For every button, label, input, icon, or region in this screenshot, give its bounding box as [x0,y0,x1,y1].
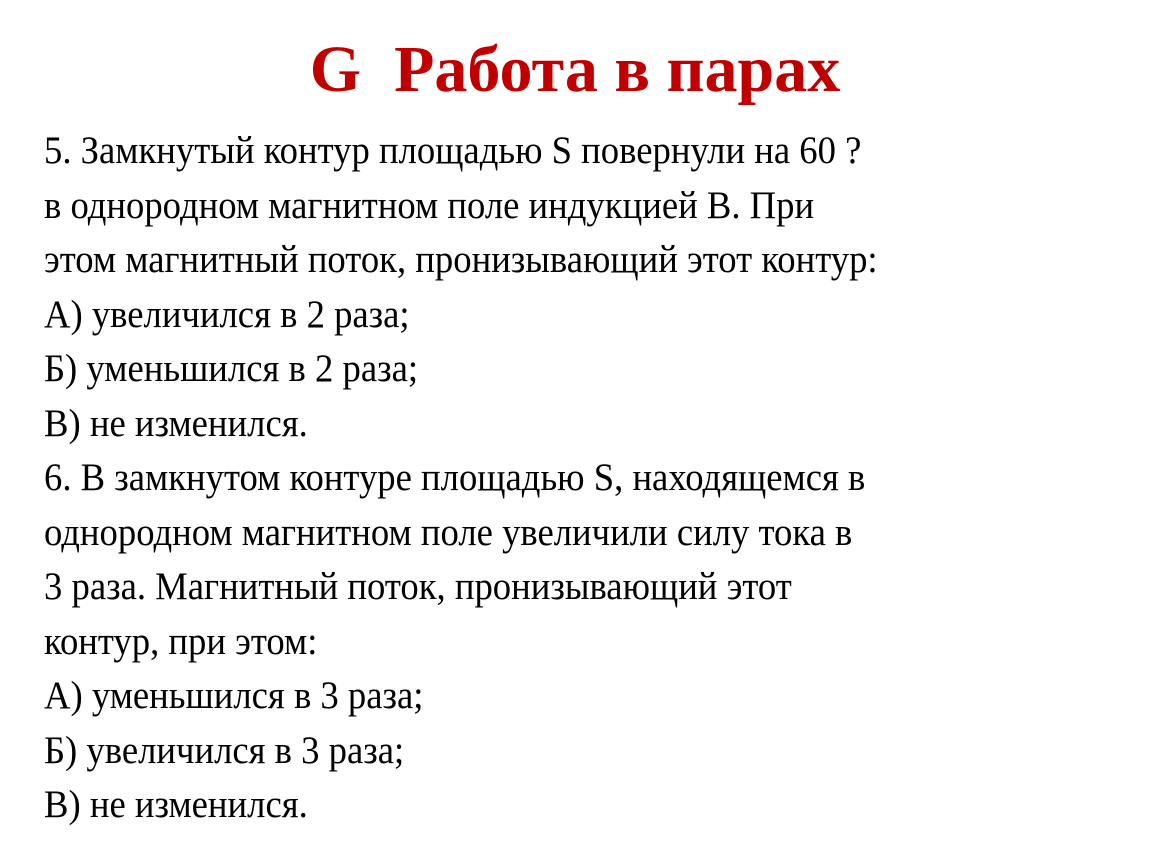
question-5-option-a: А) увеличился в 2 раза; [44,292,410,336]
question-6-option-a: А) уменьшился в 3 раза; [44,674,424,717]
question-6-text-line-3: 3 раза. Магнитный поток, пронизывающий этот [44,565,792,608]
question-6-option-c: В) не изменился. [44,783,308,826]
slide-body [44,124,1069,833]
question-5-text-line-3: этом магнитный поток, пронизывающий этот контур: [44,238,878,281]
question-6-text-line-2: однородном магнитном поле увеличили силу тока в [44,510,853,554]
slide-title: G Работа в парах [309,33,841,106]
question-5-text-line-2: в однородном магнитном поле индукцией В. При [44,183,815,227]
question-6 [44,451,1069,833]
question-5-option-c: В) не изменился. [44,401,308,445]
question-5-text-line-1: 5. Замкнутый контур площадью S повернули на 60 ? [44,129,862,172]
question-6-option-b: Б) увеличился в 3 раза; [44,728,405,772]
question-5-option-b: Б) уменьшился в 2 раза; [44,347,419,390]
question-6-text-line-1: 6. В замкнутом контуре площадью S, находящемся в [44,456,866,499]
question-5 [44,124,1069,451]
question-6-text-line-4: контур, при этом: [44,619,318,663]
